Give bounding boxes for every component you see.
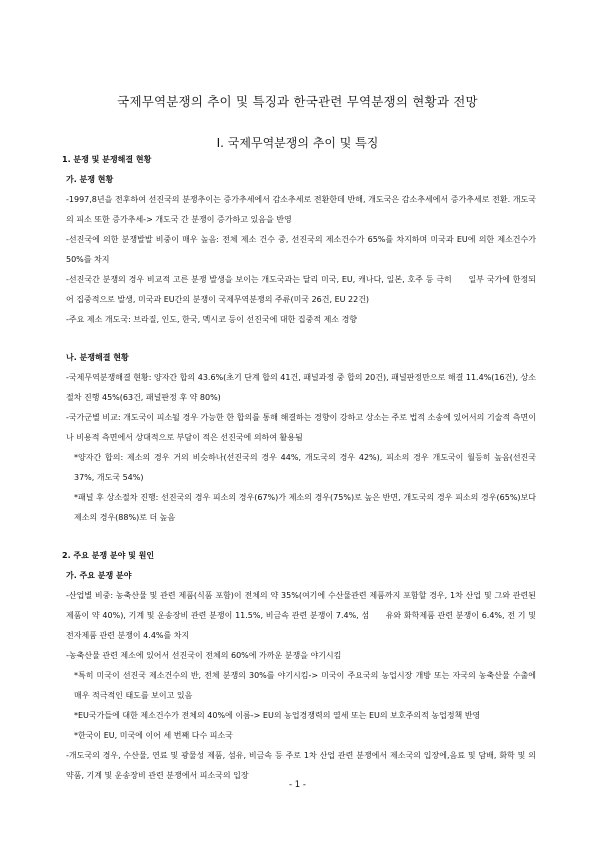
heading-part2: 2. 주요 분쟁 분야 및 원인 [62, 551, 155, 560]
section-title: Ⅰ. 국제무역분쟁의 추이 및 특징 [216, 136, 379, 150]
paragraph: -선진국간 분쟁의 경우 비교적 고른 분쟁 발생을 보이는 개도국과는 달리 미국, EU, 캐나다, 일본, 호주 등 극히 일부 국가에 한정되어 집중적으로 발생, 미국과 EU간의 분쟁이 국제무역분쟁의 주류(미국 26건, EU 22건) [66, 275, 536, 304]
paragraph: -1997,8년을 전후하여 선진국의 분쟁추이는 증가추세에서 감소추세로 전환한데 반해, 개도국은 감소추세에서 증가추세로 전환. 개도국의 피소 또한 증가추세-> 개도국 간 분쟁이 증가하고 있음을 반영 [66, 195, 536, 224]
paragraph: *패널 후 상소절차 진행: 선진국의 경우 피소의 경우(67%)가 제소의 경우(75%)로 높은 반면, 개도국의 경우 피소의 경우(65%)보다 제소의 경우(88%)로 더 높음 [74, 493, 539, 522]
paragraph: -주요 제소 개도국: 브라질, 인도, 한국, 멕시코 등이 선진국에 대한 집중적 제소 경향 [66, 315, 358, 324]
heading-part1: 1. 분쟁 및 분쟁해결 현황 [62, 155, 152, 164]
subheading-resolution-status: 나. 분쟁해결 현황 [66, 353, 129, 362]
paragraph: -개도국의 경우, 수산물, 연료 및 광물성 제품, 섬유, 비금속 등 주로 1차 산업 관련 분쟁에서 제소국의 입장에,음료 및 담배, 화학 및 의약품, 기계 및 운송장비 관련 분쟁에서 피소국의 입장 [66, 751, 536, 780]
paragraph: -국제무역분쟁해결 현황: 양자간 합의 43.6%(초기 단계 합의 41건, 패널과정 중 합의 20건), 패널판정만으로 해결 11.4%(16건), 상소절차 진행 45%(63건, 패널판정 후 약 80%) [66, 373, 536, 402]
subheading-dispute-status: 가. 분쟁 현황 [66, 175, 114, 184]
paragraph: *특히 미국이 선진국 제소건수의 반, 전체 분쟁의 30%를 야기시킴-> 미국이 주요국의 농업시장 개방 또는 자국의 농축산물 수출에 매우 적극적인 태도를 보이고 있음 [74, 671, 539, 700]
page-number: - 1 - [289, 780, 306, 790]
document-title: 국제무역분쟁의 추이 및 특징과 한국관련 무역분쟁의 현황과 전망 [117, 94, 478, 109]
subheading-main-dispute-areas: 가. 주요 분쟁 분야 [66, 571, 132, 580]
document-body [62, 150, 539, 786]
paragraph: *한국이 EU, 미국에 이어 세 번째 다수 피소국 [74, 731, 233, 740]
paragraph: -선진국에 의한 분쟁발발 비중이 매우 높음: 전체 제소 건수 중, 선진국의 제소건수가 65%를 차지하며 미국과 EU에 의한 제소건수가 50%를 차지 [66, 235, 539, 264]
paragraph: -국가군별 비교: 개도국이 피소될 경우 가능한 한 합의를 통해 해결하는 경향이 강하고 상소는 주로 법적 소송에 있어서의 기술적 측면이나 비용적 측면에서 상대적으로 부담이 적은 선진국에 의하여 활용됨 [66, 413, 536, 442]
paragraph: *EU국가들에 대한 제소건수가 전체의 40%에 이름-> EU의 농업경쟁력의 열세 또는 EU의 보호주의적 농업정책 반영 [74, 711, 481, 720]
paragraph: -농축산물 관련 제소에 있어서 선진국이 전체의 60%에 가까운 분쟁을 야기시킴 [66, 651, 342, 660]
paragraph: -산업별 비중: 농축산물 및 관련 제품(식품 포함)이 전체의 약 35%(여기에 수산물관련 제품까지 포함할 경우, 1차 산업 및 그와 관련된 제품이 약 40%), 기계 및 운송장비 관련 분쟁이 11.5%, 비금속 관련 분쟁이 7.4%, 섬 유와 화학제품 관련 분쟁이 6.4%, 전 기 및 전자제품 관련 분쟁이 4.4%를 차지 [66, 591, 539, 640]
paragraph: *양자간 합의: 제소의 경우 거의 비슷하나(선진국의 경우 44%, 개도국의 경우 42%), 피소의 경우 개도국이 월등히 높음(선진국 37%, 개도국 54%) [74, 453, 539, 482]
